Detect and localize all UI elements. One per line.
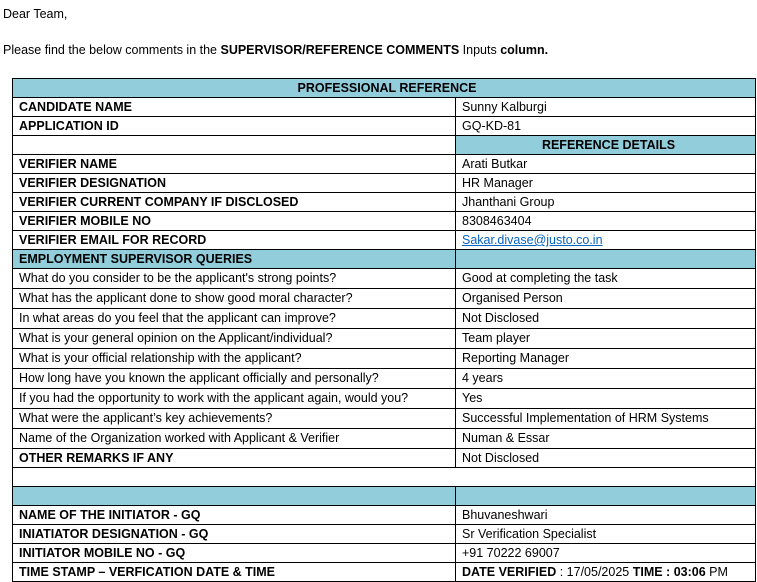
row-value: Sr Verification Specialist: [456, 525, 756, 544]
timestamp-label: TIME STAMP – VERFICATION DATE & TIME: [13, 563, 456, 582]
table-row: [13, 349, 756, 369]
table-title: PROFESSIONAL REFERENCE: [13, 79, 756, 98]
query-question: What has the applicant done to show good moral character?: [13, 289, 456, 309]
table-row: [13, 429, 756, 449]
greeting: Dear Team,: [3, 7, 68, 21]
row-value: HR Manager: [456, 174, 756, 193]
row-value: +91 70222 69007: [456, 544, 756, 563]
verifier-email-link[interactable]: Sakar.divase@justo.co.in: [462, 233, 603, 247]
table-row: [13, 409, 756, 429]
table-row: [13, 269, 756, 289]
table-row: [13, 329, 756, 349]
intro-bold: SUPERVISOR/REFERENCE COMMENTS: [220, 43, 460, 57]
date-verified-label: DATE VERIFIED: [462, 565, 557, 579]
query-question: How long have you known the applicant officially and personally?: [13, 369, 456, 389]
query-answer: 4 years: [456, 369, 756, 389]
blank-row: [13, 468, 756, 487]
query-answer: Successful Implementation of HRM Systems: [456, 409, 756, 429]
query-answer: Yes: [456, 389, 756, 409]
row-label: VERIFIER CURRENT COMPANY IF DISCLOSED: [13, 193, 456, 212]
table-row: [13, 155, 756, 174]
row-value: Sunny Kalburgi: [456, 98, 756, 117]
table-row: [13, 389, 756, 409]
row-label: NAME OF THE INITIATOR - GQ: [13, 506, 456, 525]
row-label: CANDIDATE NAME: [13, 98, 456, 117]
reference-table: [12, 78, 756, 582]
row-label: VERIFIER MOBILE NO: [13, 212, 456, 231]
table-row: [13, 98, 756, 117]
row-value: [456, 231, 756, 250]
row-value: Bhuvaneshwari: [456, 506, 756, 525]
time-value: 03:06: [673, 565, 706, 579]
query-answer: Team player: [456, 329, 756, 349]
blank-cell: [13, 136, 456, 155]
row-label: INITIATOR MOBILE NO - GQ: [13, 544, 456, 563]
row-value: 8308463404: [456, 212, 756, 231]
query-answer: Good at completing the task: [456, 269, 756, 289]
time-suffix: PM: [705, 565, 728, 579]
queries-header-row: [13, 250, 756, 269]
table-row: [13, 231, 756, 250]
row-value: GQ-KD-81: [456, 117, 756, 136]
table-row: [13, 117, 756, 136]
table-row: [13, 506, 756, 525]
row-label: INIATIATOR DESIGNATION - GQ: [13, 525, 456, 544]
intro-bold-end: column.: [500, 43, 549, 57]
table-row: [13, 449, 756, 468]
row-label: VERIFIER NAME: [13, 155, 456, 174]
query-question: If you had the opportunity to work with the applicant again, would you?: [13, 389, 456, 409]
row-label: VERIFIER EMAIL FOR RECORD: [13, 231, 456, 250]
row-label: VERIFIER DESIGNATION: [13, 174, 456, 193]
intro-middle: Inputs: [459, 43, 501, 57]
query-question: What is your general opinion on the Applicant/individual?: [13, 329, 456, 349]
row-label: APPLICATION ID: [13, 117, 456, 136]
blank-cell: [456, 487, 756, 506]
table-row: [13, 289, 756, 309]
date-verified-value: : 17/05/2025: [559, 565, 630, 579]
blank-blue-row: [13, 487, 756, 506]
row-label: OTHER REMARKS IF ANY: [13, 449, 456, 468]
query-answer: Reporting Manager: [456, 349, 756, 369]
time-label: TIME :: [632, 565, 671, 579]
queries-header: EMPLOYMENT SUPERVISOR QUERIES: [13, 250, 456, 269]
timestamp-row: [13, 563, 756, 582]
query-answer: Organised Person: [456, 289, 756, 309]
row-value: Arati Butkar: [456, 155, 756, 174]
query-answer: Numan & Essar: [456, 429, 756, 449]
blank-cell: [13, 487, 456, 506]
query-answer: Not Disclosed: [456, 309, 756, 329]
row-value: Not Disclosed: [456, 449, 756, 468]
query-question: Name of the Organization worked with Applicant & Verifier: [13, 429, 456, 449]
intro-text: [3, 43, 548, 57]
table-row: [13, 309, 756, 329]
row-value: Jhanthani Group: [456, 193, 756, 212]
query-question: What were the applicant’s key achievements?: [13, 409, 456, 429]
query-question: What is your official relationship with the applicant?: [13, 349, 456, 369]
table-row: [13, 544, 756, 563]
query-question: What do you consider to be the applicant's strong points?: [13, 269, 456, 289]
table-row: [13, 193, 756, 212]
table-row: [13, 525, 756, 544]
intro-before: Please find the below comments in the: [3, 43, 221, 57]
table-row: [13, 212, 756, 231]
table-row: [13, 174, 756, 193]
timestamp-value: [456, 563, 756, 582]
reference-details-row: [13, 136, 756, 155]
query-question: In what areas do you feel that the applicant can improve?: [13, 309, 456, 329]
blank-cell: [456, 250, 756, 269]
table-row: [13, 369, 756, 389]
blank-cell: [13, 468, 756, 487]
reference-details-header: REFERENCE DETAILS: [456, 136, 756, 155]
table-title-row: [13, 79, 756, 98]
